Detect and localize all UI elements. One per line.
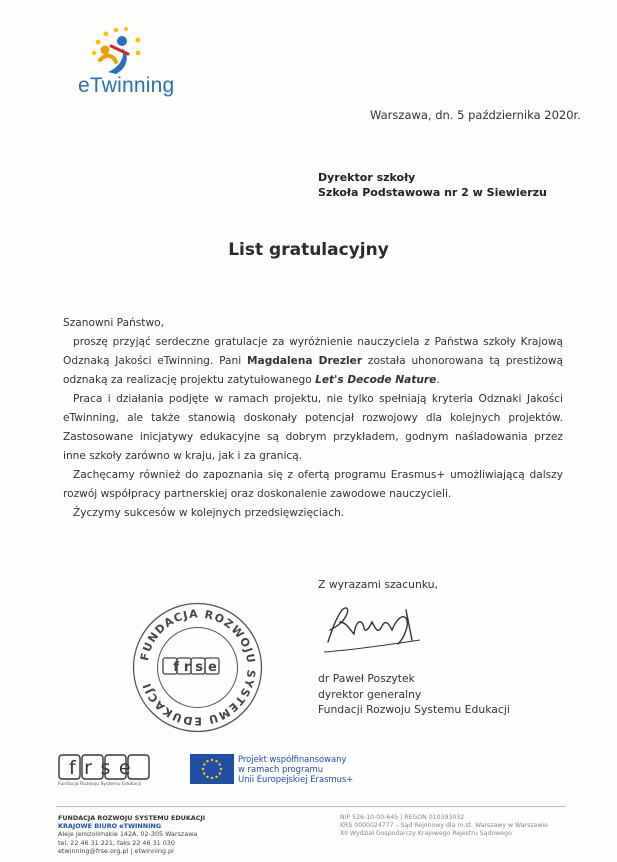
- frse-logo-text: frse: [68, 757, 140, 779]
- frse-caption: Fundacja Rozwoju Systemu Edukacji: [58, 782, 142, 787]
- signatory-block: [318, 671, 510, 718]
- salutation: Szanowni Państwo,: [63, 317, 164, 329]
- footer-krs: KRS 0000024777 – Sąd Rejonowy dla m.st. Warszawy w Warszawie: [340, 822, 548, 829]
- paragraph-1-text-b: została uhonorowana tą prestiżową odznaką za realizację projektu zatytułowanego: [63, 355, 563, 386]
- signatory-name: dr Paweł Poszytek: [318, 672, 415, 685]
- recipient-block: [318, 170, 547, 200]
- etwinning-logo-text: eTwinning: [78, 74, 175, 97]
- eu-line-2: w ramach programu: [238, 764, 324, 774]
- project-title: Let's Decode Nature: [315, 374, 437, 386]
- recipient-role: Dyrektor szkoły: [318, 171, 416, 184]
- footer-street: Aleje Jerozolimskie 142A, 02-305 Warszawa: [58, 830, 198, 839]
- organization-stamp-icon: [130, 600, 265, 735]
- letter-body: [63, 314, 563, 523]
- signature-icon: [320, 600, 430, 660]
- eu-flag-icon: [190, 754, 234, 784]
- closing-regards: Z wyrazami szacunku,: [318, 578, 439, 591]
- footer-court: XII Wydział Gospodarczy Krajowego Rejestru Sądowego: [340, 830, 512, 837]
- footer-divider: [56, 806, 566, 807]
- stamp-ring-text: FUNDACJA ROZWOJU SYSTEMU EDUKACJI: [137, 607, 258, 728]
- paragraph-2: Praca i działania podjęte w ramach projektu, nie tylko spełniają kryteria Odznaki Jakości eTwinning, ale także stanowią doskonały potencjał rozwojowy dla kolejnych projektów. Zastosowane inicjatywy edukacyjne są dobrym przykładem, godnym naśladowania przez inne szkoły zarówno w kraju, jak i za granicą.: [63, 393, 563, 462]
- paragraph-1: [63, 333, 563, 390]
- letter-date: Warszawa, dn. 5 października 2020r.: [370, 108, 581, 122]
- footer-address: [58, 814, 205, 855]
- footer-office-name: KRAJOWE BIURO eTWINNING: [58, 822, 162, 831]
- eu-line-1: Projekt współfinansowany: [238, 754, 347, 764]
- recipient-school: Szkoła Podstawowa nr 2 w Siewierzu: [318, 186, 547, 199]
- stamp-center-text: frse: [173, 660, 222, 675]
- footer-contact: etwinning@frse.org.pl | etwinning.pl: [58, 846, 174, 855]
- paragraph-3: Zachęcamy również do zapoznania się z ofertą programu Erasmus+ umożliwiającą dalszy rozwój współpracy partnerskiej oraz doskonalenie zawodowe nauczycieli.: [63, 469, 563, 500]
- eu-cofunding-text: [238, 754, 353, 784]
- eu-line-3: Unii Europejskiej Erasmus+: [238, 774, 354, 784]
- frse-logo-icon: [58, 754, 150, 780]
- signatory-org: Fundacji Rozwoju Systemu Edukacji: [318, 703, 510, 716]
- paragraph-1-text-a: proszę przyjąć serdeczne gratulacje za wyróżnienie nauczyciela z Państwa szkoły Krajową Odznaką Jakości eTwinning. Pani: [63, 336, 563, 367]
- letter-title: List gratulacyjny: [228, 240, 389, 260]
- footer-org-name: FUNDACJA ROZWOJU SYSTEMU EDUKACJI: [58, 814, 206, 822]
- teacher-name: Magdalena Drezler: [247, 355, 363, 367]
- footer-nip-regon: NIP 526-10-00-645 | REGON 010393032: [340, 814, 465, 821]
- footer-phone: tel. 22 46 31 221, faks 22 46 31 030: [58, 838, 175, 847]
- signatory-role: dyrektor generalny: [318, 687, 422, 701]
- paragraph-1-text-c: .: [436, 374, 440, 386]
- paragraph-4: Życzymy sukcesów w kolejnych przedsięwzięciach.: [73, 507, 345, 519]
- footer-registry: [340, 814, 548, 838]
